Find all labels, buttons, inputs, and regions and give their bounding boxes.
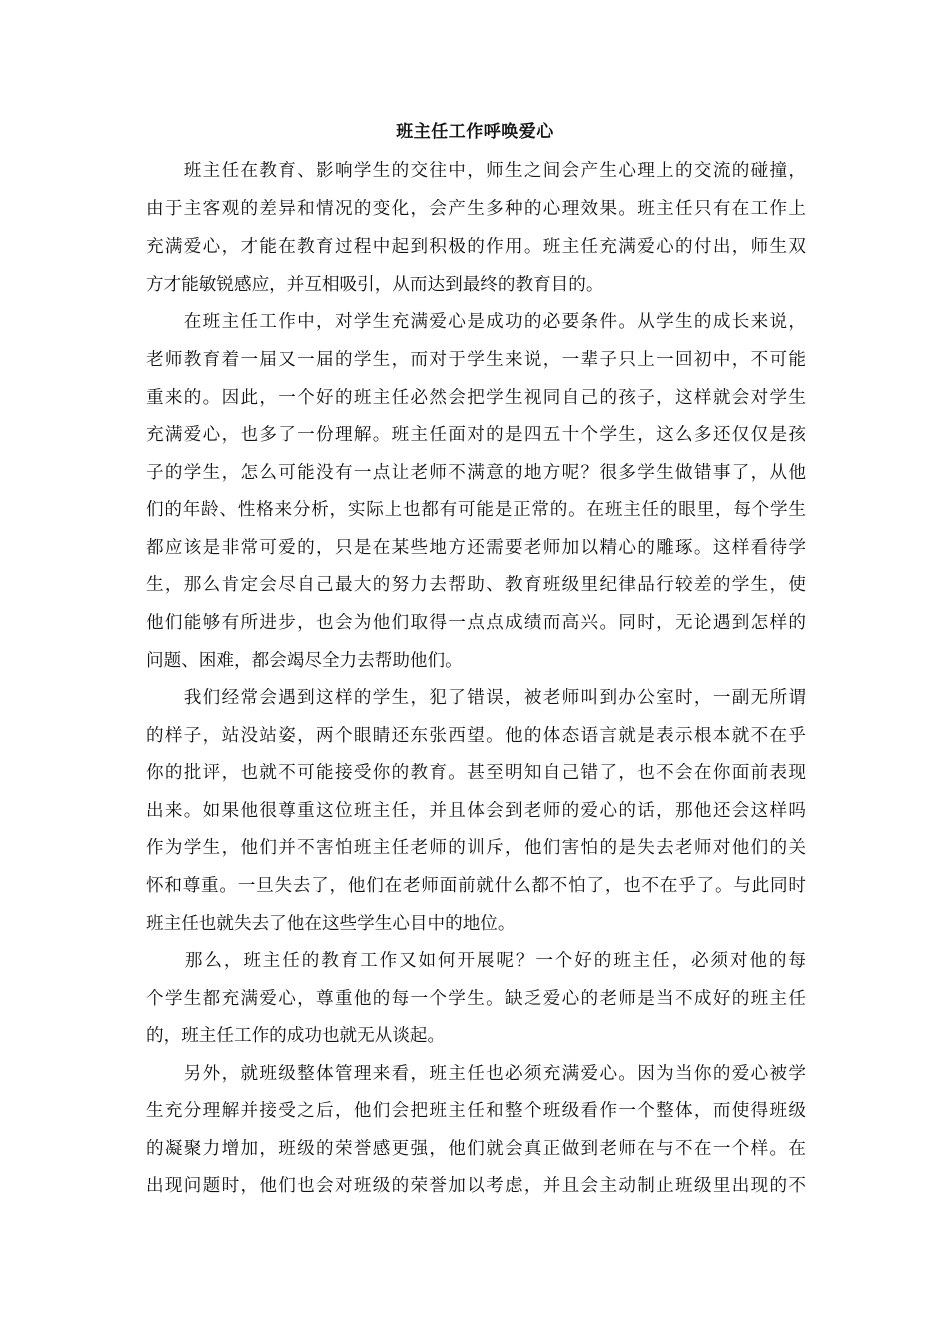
text-line: 出现问题时，他们也会对班级的荣誉加以考虑，并且会主动制止班级里出现的不 [146, 1176, 806, 1196]
text-line: 子的学生，怎么可能没有一点让老师不满意的地方呢？很多学生做错事了，从他 [146, 463, 806, 483]
text-line: 他们能够有所进步，也会为他们取得一点点成绩而高兴。同时，无论遇到怎样的 [146, 613, 806, 633]
text-line: 你的批评，也就不可能接受你的教育。甚至明知自己错了，也不会在你面前表现 [146, 763, 806, 783]
text-line: 作为学生，他们并不害怕班主任老师的训斥，他们害怕的是失去老师对他们的关 [146, 838, 806, 858]
text-line: 生充分理解并接受之后，他们会把班主任和整个班级看作一个整体，而使得班级 [146, 1101, 806, 1121]
text-line: 在班主任工作中，对学生充满爱心是成功的必要条件。从学生的成长来说， [146, 312, 806, 332]
text-line: 充满爱心，也多了一份理解。班主任面对的是四五十个学生，这么多还仅仅是孩 [146, 425, 806, 445]
text-line: 怀和尊重。一旦失去了，他们在老师面前就什么都不怕了，也不在乎了。与此同时 [146, 876, 806, 896]
text-line: 班主任在教育、影响学生的交往中，师生之间会产生心理上的交流的碰撞， [146, 161, 806, 181]
text-line: 班主任也就失去了他在这些学生心目中的地位。 [146, 914, 516, 934]
text-line: 那么，班主任的教育工作又如何开展呢？一个好的班主任，必须对他的每 [146, 951, 806, 971]
text-line: 们的年龄、性格来分析，实际上也都有可能是正常的。在班主任的眼里，每个学生 [146, 500, 806, 520]
text-line: 由于主客观的差异和情况的变化，会产生多种的心理效果。班主任只有在工作上 [146, 199, 806, 219]
text-line: 重来的。因此，一个好的班主任必然会把学生视同自己的孩子，这样就会对学生 [146, 388, 806, 408]
text-line: 的样子，站没站姿，两个眼睛还东张西望。他的体态语言就是表示根本就不在乎 [146, 726, 806, 746]
document-title: 班主任工作呼唤爱心 [396, 122, 554, 142]
text-line: 出来。如果他很尊重这位班主任，并且体会到老师的爱心的话，那他还会这样吗 [146, 801, 806, 821]
text-line: 充满爱心，才能在教育过程中起到积极的作用。班主任充满爱心的付出，师生双 [146, 237, 806, 257]
text-line: 都应该是非常可爱的，只是在某些地方还需要老师加以精心的雕琢。这样看待学 [146, 538, 806, 558]
text-line: 我们经常会遇到这样的学生，犯了错误，被老师叫到办公室时，一副无所谓 [146, 688, 806, 708]
text-line: 的，班主任工作的成功也就无从谈起。 [146, 1026, 446, 1046]
text-line: 问题、困难，都会竭尽全力去帮助他们。 [146, 651, 463, 671]
text-line: 个学生都充满爱心，尊重他的每一个学生。缺乏爱心的老师是当不成好的班主任 [146, 989, 806, 1009]
text-line: 方才能敏锐感应，并互相吸引，从而达到最终的教育目的。 [146, 275, 604, 295]
text-line: 老师教育着一届又一届的学生，而对于学生来说，一辈子只上一回初中，不可能 [146, 350, 806, 370]
text-line: 生，那么肯定会尽自己最大的努力去帮助、教育班级里纪律品行较差的学生，使 [146, 575, 806, 595]
text-line: 另外，就班级整体管理来看，班主任也必须充满爱心。因为当你的爱心被学 [146, 1064, 806, 1084]
text-line: 的凝聚力增加，班级的荣誉感更强，他们就会真正做到老师在与不在一个样。在 [146, 1139, 806, 1159]
